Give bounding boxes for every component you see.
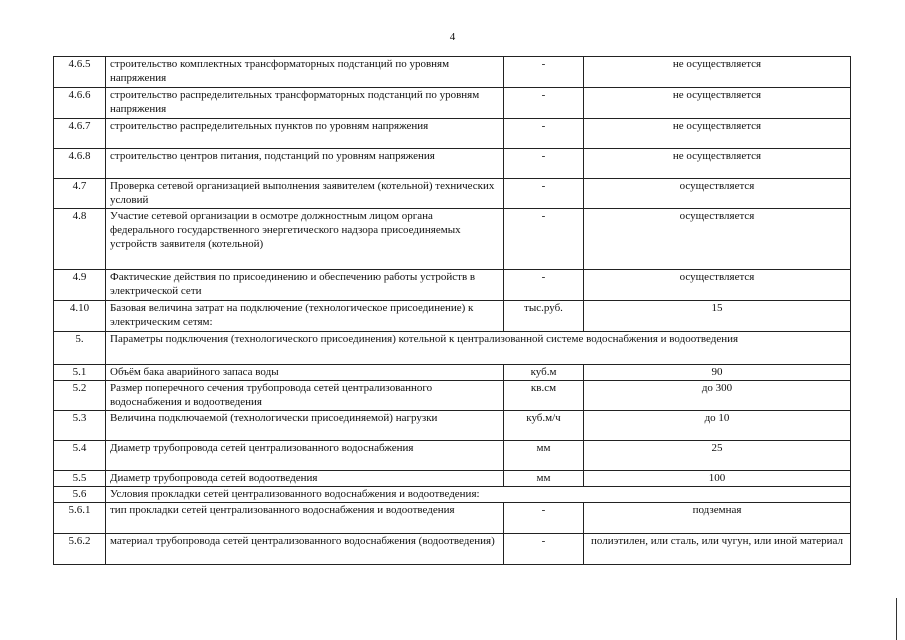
row-number: 5.3 <box>54 411 106 441</box>
row-value: подземная <box>584 503 851 534</box>
page-number: 4 <box>449 31 456 43</box>
table-row <box>54 411 851 441</box>
table-row <box>54 471 851 487</box>
row-name: Базовая величина затрат на подключение (технологическое присоединение) к электрическим сетям: <box>106 301 504 332</box>
section-number: 5. <box>54 332 106 365</box>
row-number: 4.7 <box>54 179 106 209</box>
row-name: Величина подключаемой (технологически присоединяемой) нагрузки <box>106 411 504 441</box>
parameters-table <box>53 56 851 565</box>
row-value: полиэтилен, или сталь, или чугун, или иной материал <box>584 534 851 565</box>
row-value: не осуществляется <box>584 119 851 149</box>
row-number: 5.4 <box>54 441 106 471</box>
table-row <box>54 534 851 565</box>
row-unit: мм <box>504 441 584 471</box>
row-name: Объём бака аварийного запаса воды <box>106 365 504 381</box>
row-number: 4.6.5 <box>54 57 106 88</box>
row-unit: кв.см <box>504 381 584 411</box>
row-name: строительство распределительных пунктов по уровням напряжения <box>106 119 504 149</box>
row-unit: - <box>504 119 584 149</box>
row-number: 4.8 <box>54 209 106 270</box>
table-row <box>54 503 851 534</box>
row-value: до 300 <box>584 381 851 411</box>
row-name: Размер поперечного сечения трубопровода сетей централизованного водоснабжения и водоотведения <box>106 381 504 411</box>
row-name: строительство центров питания, подстанций по уровням напряжения <box>106 149 504 179</box>
row-unit: - <box>504 149 584 179</box>
row-unit: - <box>504 503 584 534</box>
row-number: 4.9 <box>54 270 106 301</box>
row-unit: - <box>504 179 584 209</box>
row-number: 4.6.8 <box>54 149 106 179</box>
row-name: Диаметр трубопровода сетей водоотведения <box>106 471 504 487</box>
row-name: Проверка сетевой организацией выполнения заявителем (котельной) технических условий <box>106 179 504 209</box>
table-row <box>54 179 851 209</box>
row-name: Фактические действия по присоединению и обеспечению работы устройств в электрической сети <box>106 270 504 301</box>
row-value: 90 <box>584 365 851 381</box>
row-name: Участие сетевой организации в осмотре должностным лицом органа федерального государственного энергетического надзора присоединяемых устройств заявителя (котельной) <box>106 209 504 270</box>
row-name: Диаметр трубопровода сетей централизованного водоснабжения <box>106 441 504 471</box>
table-row <box>54 149 851 179</box>
row-value: не осуществляется <box>584 149 851 179</box>
table-row <box>54 88 851 119</box>
section-title: Условия прокладки сетей централизованного водоснабжения и водоотведения: <box>106 487 851 503</box>
row-value: не осуществляется <box>584 57 851 88</box>
row-number: 4.6.7 <box>54 119 106 149</box>
row-value: 15 <box>584 301 851 332</box>
row-unit: - <box>504 57 584 88</box>
row-number: 5.1 <box>54 365 106 381</box>
row-number: 4.6.6 <box>54 88 106 119</box>
row-value: осуществляется <box>584 209 851 270</box>
row-number: 5.5 <box>54 471 106 487</box>
row-number: 5.2 <box>54 381 106 411</box>
row-name: материал трубопровода сетей централизованного водоснабжения (водоотведения) <box>106 534 504 565</box>
row-name: строительство комплектных трансформаторных подстанций по уровням напряжения <box>106 57 504 88</box>
table-row <box>54 381 851 411</box>
row-number: 5.6.2 <box>54 534 106 565</box>
table-row <box>54 209 851 270</box>
section-title: Параметры подключения (технологического присоединения) котельной к централизованной системе водоснабжения и водоотведения <box>106 332 851 365</box>
table-row <box>54 301 851 332</box>
row-unit: куб.м/ч <box>504 411 584 441</box>
row-number: 5.6.1 <box>54 503 106 534</box>
row-value: 100 <box>584 471 851 487</box>
row-unit: - <box>504 88 584 119</box>
table-row <box>54 119 851 149</box>
section-row <box>54 487 851 503</box>
row-number: 4.10 <box>54 301 106 332</box>
row-value: 25 <box>584 441 851 471</box>
row-value: до 10 <box>584 411 851 441</box>
row-unit: - <box>504 270 584 301</box>
row-value: осуществляется <box>584 270 851 301</box>
row-name: тип прокладки сетей централизованного водоснабжения и водоотведения <box>106 503 504 534</box>
row-value: осуществляется <box>584 179 851 209</box>
table-row <box>54 365 851 381</box>
row-unit: мм <box>504 471 584 487</box>
row-unit: куб.м <box>504 365 584 381</box>
section-row <box>54 332 851 365</box>
table-row <box>54 270 851 301</box>
row-unit: - <box>504 209 584 270</box>
table-row <box>54 441 851 471</box>
margin-line <box>896 598 897 640</box>
row-name: строительство распределительных трансформаторных подстанций по уровням напряжения <box>106 88 504 119</box>
row-unit: тыс.руб. <box>504 301 584 332</box>
row-unit: - <box>504 534 584 565</box>
row-value: не осуществляется <box>584 88 851 119</box>
section-number: 5.6 <box>54 487 106 503</box>
table-row <box>54 57 851 88</box>
